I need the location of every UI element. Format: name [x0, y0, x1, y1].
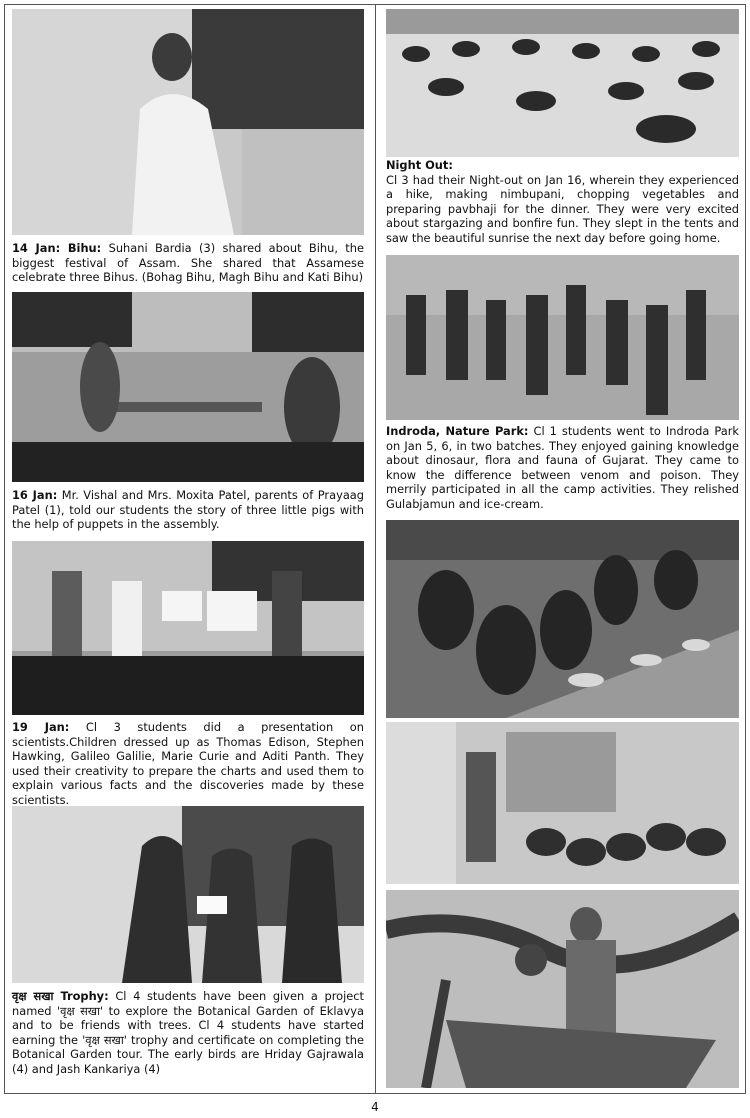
photo-trophy-ceremony: [12, 806, 364, 983]
caption-puppets-title: 16 Jan:: [12, 488, 58, 502]
photo-puppet-assembly: [12, 292, 364, 482]
caption-bihu-text: Suhani Bardia (3) shared about Bihu, the biggest festival of Assam. She shared that Assamese celebrate three Bihus. (Bohag Bihu, Magh Bihu and Kati Bihu): [12, 241, 364, 284]
caption-puppets-text: Mr. Vishal and Mrs. Moxita Patel, parents of Prayaag Patel (1), told our students the story of three little pigs with the help of puppets in the assembly.: [12, 488, 365, 531]
caption-scientists: [12, 720, 364, 807]
caption-puppets: [12, 488, 364, 532]
photo-night-out-exercise: [386, 9, 739, 157]
photo-bihu-speaker: [12, 9, 364, 235]
caption-indroda-text: Cl 1 students went to Indroda Park on Jan 5, 6, in two batches. They enjoyed gaining knowledge about dinosaur, flora and fauna of Gujarat. They came to know the difference between venom and poison. They merrily participated in all the camp activities. They relished Gulabjamun and ice-cream.: [386, 424, 739, 511]
caption-trophy-title: वृक्ष सखा Trophy:: [12, 989, 109, 1003]
caption-indroda-title: Indroda, Nature Park:: [386, 424, 529, 438]
photo-scientists-presentation: [12, 541, 364, 715]
caption-trophy: [12, 989, 364, 1076]
caption-bihu-title: 14 Jan: Bihu:: [12, 241, 102, 255]
caption-scientists-text: Cl 3 students did a presentation on scientists.Children dressed up as Thomas Edison, Stephen Hawking, Galileo Galilie, Marie Curie and Aditi Panth. They used their creativity to prepare the charts and used them to explain various facts and the discoveries made by these scientists.: [12, 720, 364, 807]
caption-indroda: [386, 424, 739, 511]
caption-trophy-text: Cl 4 students have been given a project named 'वृक्ष सखा' to explore the Botanical Garden of Eklavya and to be friends with trees. Cl 4 students have started earning the 'वृक्ष सखा' trophy and certificate on completing the Botanical Garden tour. The early birds are Hriday Gajrawala (4) and Jash Kankariya (4): [12, 989, 365, 1076]
caption-scientists-title: 19 Jan:: [12, 720, 70, 734]
caption-nightout-text: Cl 3 had their Night-out on Jan 16, wherein they experienced a hike, making nimbupani, chopping vegetables and preparing pavbhaji for the dinner. They were very excited about stargazing and bonfire fun. They slept in the tents and saw the beautiful sunrise the next day before going home.: [386, 172, 739, 245]
page-number: 4: [371, 1100, 379, 1114]
photo-picnic-meal: [386, 520, 739, 718]
caption-nightout-title: Night Out:: [386, 158, 453, 172]
photo-tree-climbing: [386, 890, 739, 1088]
caption-bihu: [12, 241, 364, 285]
photo-indroda-park-group: [386, 255, 739, 420]
photo-indoor-gathering: [386, 722, 739, 884]
caption-nightout: [386, 158, 739, 245]
column-divider: [375, 4, 376, 1094]
